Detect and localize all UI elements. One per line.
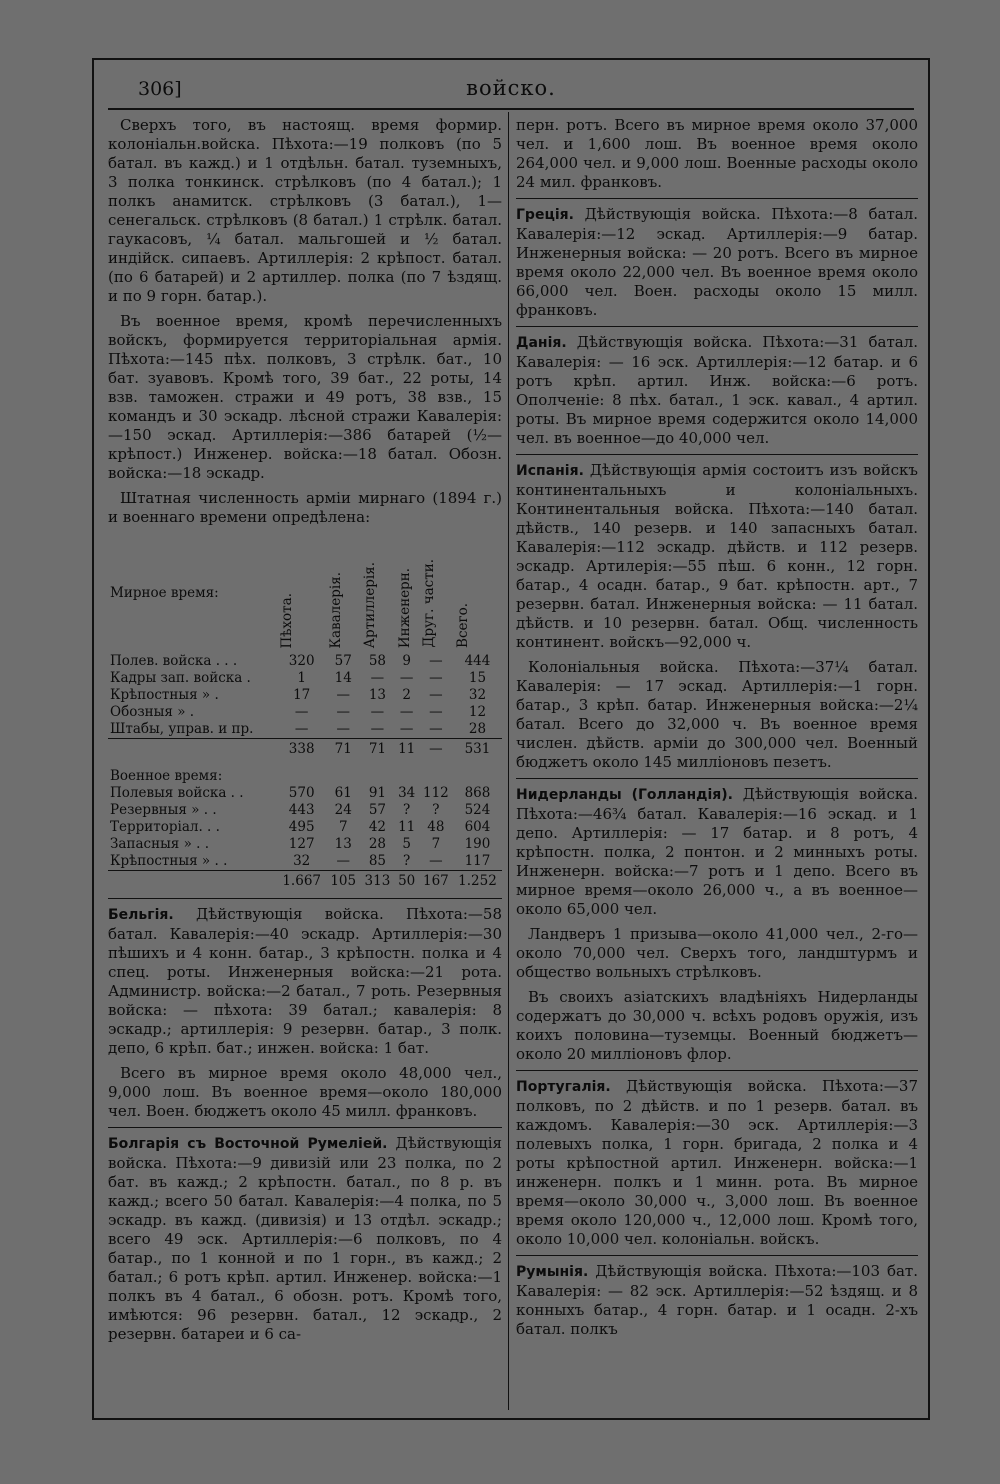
section-rule — [108, 898, 502, 899]
paragraph: Румынія. Дѣйствующія войска. Пѣхота:—103 бат. Кавалерія: — 82 эск. Артиллерія:—52 ѣздящ. и 8 конныхъ батар., 4 горн. батар. и 1 осадн. 2-хъ батал. полкъ — [516, 1262, 918, 1338]
paragraph: Португалія. Дѣйствующія войска. Пѣхота:—37 полковъ, по 2 дѣйств. и по 1 резерв. батал. въ каждомъ. Кавалерія:—30 эск. Артиллерія:—3 полевыхъ полка, 1 горн. бригада, 2 полка и 4 роты крѣпостной артил. Инженерн. войска:—1 инженерн. полкъ и 1 минн. рота. Въ мирное время—около 30,000 ч., 3,000 лош. Въ военное время около 120,000 ч., 12,000 лош. Кромѣ того, около 10,000 чел. колоніальн. войскъ. — [516, 1077, 918, 1248]
total-row — [108, 871, 502, 891]
section-rule — [516, 778, 918, 779]
table-cell: 13 — [368, 687, 386, 703]
table-cell: 105 — [326, 871, 360, 891]
row-label: Полев. войска . . . — [110, 653, 238, 669]
row-label: Полевыя войска . . — [110, 785, 244, 801]
total-row — [108, 739, 502, 759]
table-cell: — — [336, 687, 350, 703]
table-cell: — — [429, 670, 443, 686]
paragraph: Греція. Дѣйствующія войска. Пѣхота:—8 батал. Кавалерія:—12 эскад. Артиллерія:—9 батар. Инженерныя войска: — 20 ротъ. Всего въ мирное время около 22,000 чел. Въ военное время около 66,000 чел. Воен. расходы около 15 милл. франковъ. — [516, 205, 918, 319]
table-cell: 32 — [468, 687, 487, 703]
table-cell: 604 — [464, 819, 491, 835]
table-cell: 1.667 — [277, 871, 326, 891]
section-title-row — [108, 758, 502, 785]
country-heading: Греція. — [516, 207, 574, 223]
table-caption: Военное время: — [110, 768, 223, 784]
table-cell: 117 — [464, 853, 491, 869]
page-frame — [92, 58, 930, 1420]
row-label — [108, 871, 277, 891]
column-header: Всего. — [454, 603, 471, 648]
table-cell: — — [336, 721, 350, 737]
table-cell: 868 — [464, 785, 491, 801]
left-column — [108, 116, 502, 1406]
row-label — [108, 739, 277, 759]
table-cell: 24 — [334, 802, 352, 818]
column-divider — [508, 112, 509, 1410]
table-cell: 32 — [293, 853, 311, 869]
table-header-row — [108, 533, 502, 653]
table-row — [108, 670, 502, 687]
table-row — [108, 853, 502, 871]
table-cell: 71 — [360, 739, 394, 759]
running-head: войско. — [466, 76, 556, 100]
table-row — [108, 819, 502, 836]
table-cell: ? — [403, 802, 411, 818]
army-strength-table — [108, 533, 502, 890]
row-label: Территоріал. . . — [110, 819, 220, 835]
table-cell: — — [429, 704, 443, 720]
paragraph: Въ своихъ азіатскихъ владѣніяхъ Нидерланды содержатъ до 30,000 ч. всѣхъ родовъ оружія, изъ коихъ половина—туземцы. Военный бюджетъ—около 20 милліоновъ флор. — [516, 988, 918, 1063]
column-header: Инженерн. — [396, 567, 413, 648]
table-cell: 167 — [419, 871, 453, 891]
table-caption: Мирное время: — [110, 584, 219, 601]
table-cell: 495 — [288, 819, 315, 835]
table-cell: 85 — [368, 853, 386, 869]
table-cell: — — [294, 721, 309, 737]
table-cell: 9 — [402, 653, 411, 669]
table-row — [108, 687, 502, 704]
paragraph: перн. ротъ. Всего въ мирное время около 37,000 чел. и 1,600 лош. Въ военное время около 264,000 чел. и 9,000 лош. Военные расходы около 24 мил. франковъ. — [516, 116, 918, 191]
table-cell: 71 — [326, 739, 360, 759]
table-cell: 61 — [334, 785, 352, 801]
country-heading: Румынія. — [516, 1264, 589, 1280]
paragraph: Ландверъ 1 призыва—около 41,000 чел., 2-го—около 70,000 чел. Сверхъ того, ландштурмъ и общество вольныхъ стрѣлковъ. — [516, 925, 918, 981]
table-cell: — — [419, 739, 453, 759]
table-cell: ? — [432, 802, 440, 818]
table-cell: 17 — [293, 687, 311, 703]
page-header — [114, 74, 908, 104]
table-cell: — — [429, 853, 443, 869]
table-cell: 570 — [288, 785, 315, 801]
table-cell: 7 — [338, 819, 348, 835]
paragraph: Въ военное время, кромѣ перечисленныхъ войскъ, формируется территоріальная армія. Пѣхота:—145 пѣх. полковъ, 3 стрѣлк. бат., 10 бат. зуавовъ. Кромѣ того, 39 бат., 22 роты, 14 взв. таможен. стражи и 49 ротъ, 38 взв., 15 командъ и 30 эскадр. лѣсной стражи Кавалерія:—150 эскад. Артиллерія:—386 батарей (½—крѣпост.) Инженер. войска:—18 батал. Обозн. войска:—18 эскадр. — [108, 312, 502, 482]
table-cell: 524 — [464, 802, 491, 818]
column-header: Кавалерія. — [328, 571, 345, 648]
table-cell: 57 — [368, 802, 386, 818]
table-row — [108, 704, 502, 721]
country-heading: Португалія. — [516, 1079, 611, 1095]
paragraph: Штатная численность арміи мирнаго (1894 г.) и военнаго времени опредѣлена: — [108, 489, 502, 526]
row-label: Запасныя » . . — [110, 836, 210, 852]
row-label: Крѣпостныя » . . — [110, 853, 228, 869]
table-cell: 91 — [368, 785, 386, 801]
table-row — [108, 836, 502, 853]
table-cell: 48 — [427, 819, 445, 835]
table-cell: — — [294, 704, 309, 720]
section-rule — [108, 1127, 502, 1128]
table-cell: 28 — [468, 721, 487, 737]
right-column — [516, 116, 918, 1406]
section-rule — [516, 1070, 918, 1071]
paragraph: Всего въ мирное время около 48,000 чел., 9,000 лош. Въ военное время—около 180,000 чел. Воен. бюджетъ около 45 милл. франковъ. — [108, 1064, 502, 1120]
country-heading: Испанія. — [516, 463, 584, 479]
paragraph: Испанія. Дѣйствующія армія состоитъ изъ войскъ континентальныхъ и колоніальныхъ. Континентальныя войска. Пѣхота:—140 батал. дѣйств., 140 резерв. и 140 запасныхъ батал. Кавалерія:—112 эскадр. дѣйств. и 112 резерв. эскадр. Артилерія:—55 пѣш. 6 конн., 12 горн. батар., 4 осадн. батар., 9 бат. крѣпостн. арт., 7 резервн. батал. Инженерныя войска: — 11 батал. дѣйств. и 10 резервн. батал. Общ. численность континент. войскъ—92,000 ч. — [516, 461, 918, 651]
table-cell: — — [336, 853, 350, 869]
country-heading: Данія. — [516, 335, 567, 351]
table-cell: 112 — [423, 785, 449, 801]
table-cell: — — [370, 704, 385, 720]
table-cell: 50 — [395, 871, 419, 891]
row-label: Штабы, управ. и пр. — [110, 721, 254, 737]
table-cell: — — [399, 670, 414, 686]
paragraph: Нидерланды (Голландія). Дѣйствующія войска. Пѣхота:—46¾ батал. Кавалерія:—16 эскад. и 1 депо. Артиллерія: — 17 батар. и 8 ротъ, 4 крѣпостн. полка, 2 понтон. и 2 минныхъ роты. Инженерн. войска:—7 ротъ и 1 депо. Всего въ мирное время—около 26,000 ч., а въ военное—около 65,000 чел. — [516, 785, 918, 918]
table-cell: 443 — [288, 802, 315, 818]
table-cell: 11 — [398, 819, 416, 835]
table-cell: 313 — [360, 871, 394, 891]
table-cell: 42 — [368, 819, 386, 835]
table-row — [108, 653, 502, 670]
table-cell: — — [370, 670, 385, 686]
table-cell: 5 — [402, 836, 411, 852]
country-heading: Бельгія. — [108, 907, 174, 923]
header-rule — [108, 108, 914, 110]
section-rule — [516, 454, 918, 455]
row-label: Обозныя » . — [110, 704, 195, 720]
table-cell: 11 — [395, 739, 419, 759]
table-cell: 14 — [334, 670, 352, 686]
table-cell: 34 — [398, 785, 416, 801]
table-cell: 444 — [464, 653, 491, 669]
table-cell: 127 — [288, 836, 315, 852]
table-row — [108, 785, 502, 802]
table-cell: 28 — [368, 836, 386, 852]
paragraph: Колоніальныя войска. Пѣхота:—37¼ батал. Кавалерія: — 17 эскад. Артиллерія:—1 горн. батар., 3 крѣп. батар. Инженерныя войска:—2¼ батал. Всего до 32,000 ч. Въ военное время числен. дѣйств. арміи до 300,000 чел. Военный бюджетъ около 145 милліоновъ пезетъ. — [516, 658, 918, 771]
table-cell: — — [429, 687, 443, 703]
table-cell: — — [429, 721, 443, 737]
column-header: Друг. части. — [420, 559, 437, 648]
table-cell: 1.252 — [453, 871, 502, 891]
table-cell: 57 — [334, 653, 352, 669]
section-rule — [516, 326, 918, 327]
table-row — [108, 721, 502, 739]
table-cell: 7 — [431, 836, 441, 852]
table-cell: 13 — [334, 836, 352, 852]
table-cell: ? — [403, 853, 411, 869]
row-label: Кадры зап. войска . — [110, 670, 251, 686]
table-cell: 12 — [468, 704, 487, 720]
table-cell: 2 — [402, 687, 411, 703]
paragraph: Данія. Дѣйствующія войска. Пѣхота:—31 батал. Кавалерія: — 16 эск. Артиллерія:—12 батар. и 6 ротъ крѣп. артил. Инж. войска:—6 ротъ. Ополченіе: 8 пѣх. батал., 1 эск. кавал., 4 артил. роты. Въ мирное время содержится около 14,000 чел. въ военное—до 40,000 чел. — [516, 333, 918, 447]
table-cell: 15 — [468, 670, 487, 686]
row-label: Крѣпостныя » . — [110, 687, 219, 703]
table-cell: — — [336, 704, 350, 720]
column-header: Артиллерія. — [362, 561, 379, 648]
section-rule — [516, 198, 918, 199]
section-rule — [516, 1255, 918, 1256]
country-heading: Болгарія съ Восточной Румеліей. — [108, 1136, 388, 1152]
table-cell: 320 — [288, 653, 315, 669]
table-cell: — — [399, 721, 414, 737]
row-label: Резервныя » . . — [110, 802, 217, 818]
paragraph: Болгарія съ Восточной Румеліей. Дѣйствующія войска. Пѣхота:—9 дивизій или 23 полка, по 2 бат. въ кажд.; 2 крѣпостн. батал., по 8 р. въ кажд.; всего 50 батал. Кавалерія:—4 полка, по 5 эскадр. въ кажд. (дивизія) и 13 отдѣл. эскадр.; всего 49 эск. Артиллерія:—6 полковъ, по 4 батар., по 1 конной и по 1 горн., въ кажд.; 2 батал.; 6 ротъ крѣп. артил. Инженер. войска:—1 полкъ въ 4 батал., 6 обозн. ротъ. Кромѣ того, имѣются: 96 резервн. батал., 12 эскадр., 2 резервн. батареи и 6 са- — [108, 1134, 502, 1343]
table-cell: 58 — [368, 653, 386, 669]
table-row — [108, 802, 502, 819]
table-cell: 190 — [464, 836, 491, 852]
paragraph: Сверхъ того, въ настоящ. время формир. колоніальн.войска. Пѣхота:—19 полковъ (по 5 батал. въ кажд.) и 1 отдѣльн. батал. туземныхъ, 3 полка тонкинск. стрѣлковъ (по 4 батал.); 1 полкъ анамитск. стрѣлковъ (3 батал.), 1—сенегальск. стрѣлковъ (8 батал.) 1 стрѣлк. батал. гаукасовъ, ¼ батал. мальгошей и ½ батал. индійск. сипаевъ. Артиллерія: 2 крѣпост. батал. (по 6 батарей) и 2 артиллер. полка (по 7 ѣздящ. и по 9 горн. батар.). — [108, 116, 502, 305]
table-cell: — — [370, 721, 385, 737]
table-cell: — — [429, 653, 443, 669]
page-number: 306] — [138, 78, 182, 100]
country-heading: Нидерланды (Голландія). — [516, 787, 733, 803]
paragraph: Бельгія. Дѣйствующія войска. Пѣхота:—58 батал. Кавалерія:—40 эскадр. Артиллерія:—30 пѣшихъ и 4 конн. батар., 3 крѣпостн. полка и 4 спец. роты. Инженерныя войска:—21 рота. Администр. войска:—2 батал., 7 роть. Резервныя войска: — пѣхота: 39 батал.; кавалерія: 8 эскадр.; артиллерія: 9 резервн. батар., 3 полк. депо, 6 крѣп. бат.; инжен. войска: 1 бат. — [108, 905, 502, 1057]
column-header: Пѣхота. — [279, 592, 296, 648]
table-cell: 531 — [453, 739, 502, 759]
table-cell: — — [399, 704, 414, 720]
table-cell: 1 — [297, 670, 306, 686]
table-cell: 338 — [277, 739, 326, 759]
